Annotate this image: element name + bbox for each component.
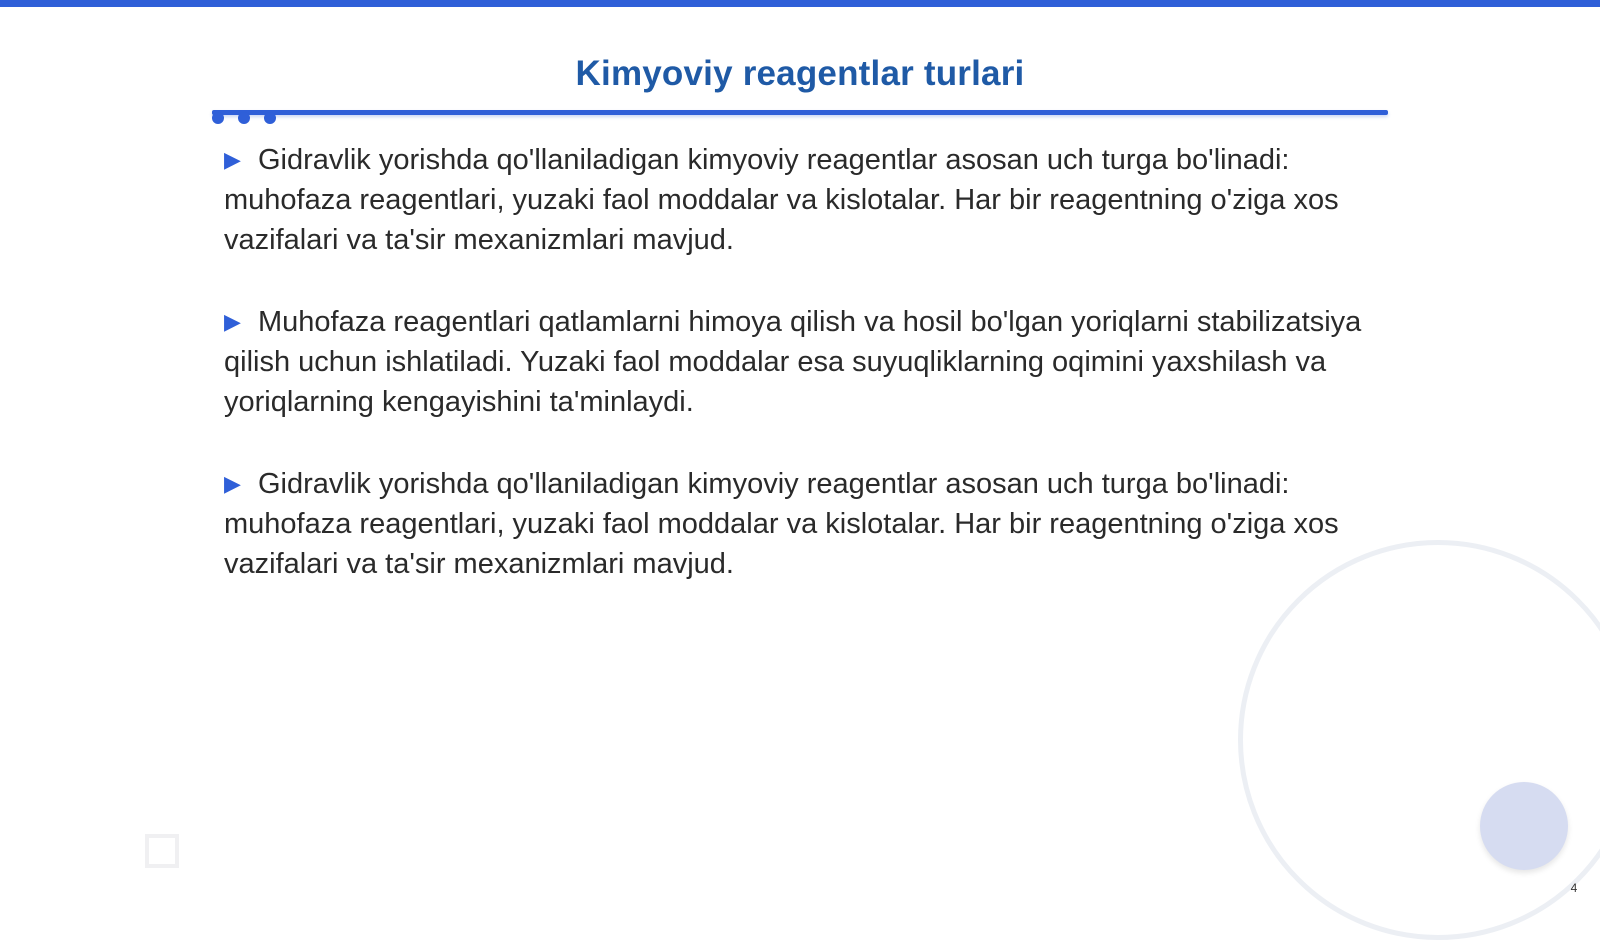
decorative-dot [212, 112, 224, 124]
top-accent-bar [0, 0, 1600, 7]
decorative-dot [238, 112, 250, 124]
paragraph-text: Gidravlik yorishda qo'llaniladigan kimyoviy reagentlar asosan uch turga bo'linadi: muhofaza reagentlari, yuzaki faol moddalar va kislotalar. Har bir reagentning o'ziga xos vazifalari va ta'sir mexanizmlari mavjud. [224, 468, 1339, 580]
bullet-triangle-icon: ▶ [224, 309, 241, 334]
bullet-paragraph [224, 140, 1384, 260]
slide-title: Kimyoviy reagentlar turlari [575, 54, 1025, 93]
paragraph-text: Gidravlik yorishda qo'llaniladigan kimyoviy reagentlar asosan uch turga bo'linadi: muhofaza reagentlari, yuzaki faol moddalar va kislotalar. Har bir reagentning o'ziga xos vazifalari va ta'sir mexanizmlari mavjud. [224, 144, 1339, 256]
bullet-triangle-icon: ▶ [224, 147, 241, 172]
decorative-dot [264, 112, 276, 124]
bullet-triangle-icon: ▶ [224, 471, 241, 496]
slide-body [224, 140, 1384, 626]
decorative-square [145, 834, 179, 868]
title-underline [212, 110, 1388, 115]
decorative-circle [1480, 782, 1568, 870]
bullet-paragraph [224, 464, 1384, 584]
paragraph-text: Muhofaza reagentlari qatlamlarni himoya qilish va hosil bo'lgan yoriqlarni stabilizatsiya qilish uchun ishlatiladi. Yuzaki faol moddalar esa suyuqliklarning oqimini yaxshilash va yoriqlarning kengayishini ta'minlaydi. [224, 306, 1362, 418]
bullet-paragraph [224, 302, 1384, 422]
page-number: 4 [1570, 881, 1578, 895]
